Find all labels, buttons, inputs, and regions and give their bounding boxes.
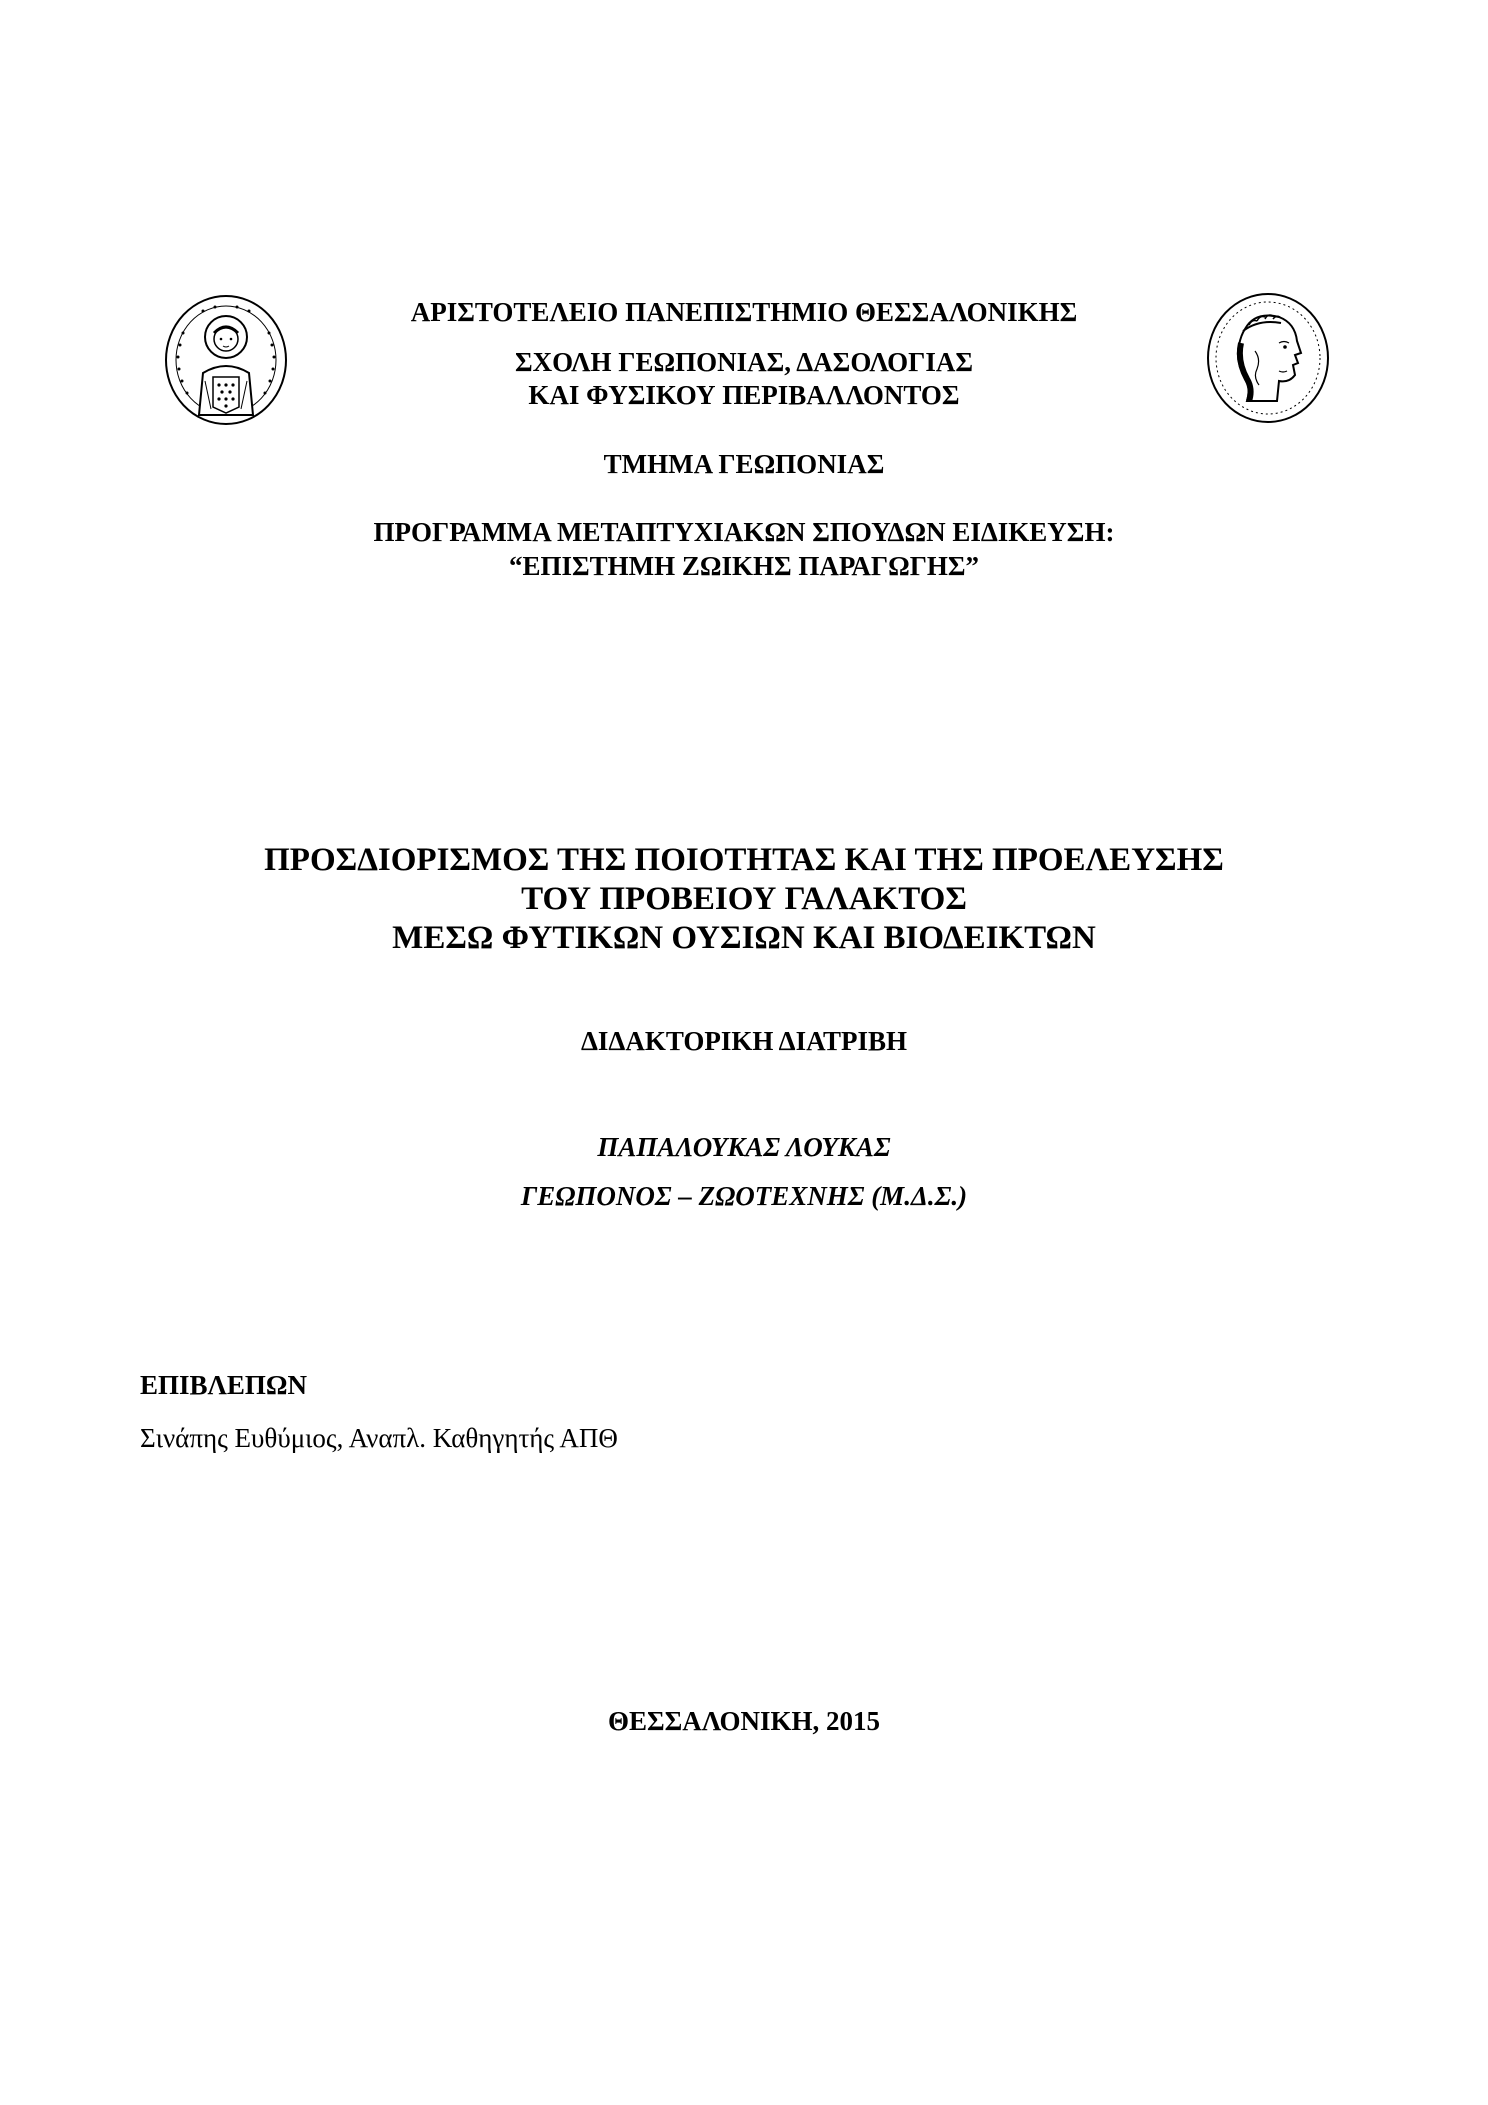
thesis-title-line1: ΠΡΟΣΔΙΟΡΙΣΜΟΣ ΤΗΣ ΠΟΙΟΤΗΤΑΣ ΚΑΙ ΤΗΣ ΠΡΟΕΛΕΥΣΗΣ xyxy=(264,842,1224,878)
thesis-title-line3: ΜΕΣΩ ΦΥΤΙΚΩΝ ΟΥΣΙΩΝ ΚΑΙ ΒΙΟΔΕΙΚΤΩΝ xyxy=(392,920,1096,956)
program-line1: ΠΡΟΓΡΑΜΜΑ ΜΕΤΑΠΤΥΧΙΑΚΩΝ ΣΠΟΥΔΩΝ ΕΙΔΙΚΕΥΣΗ: xyxy=(373,517,1115,547)
thesis-title-line2: ΤΟΥ ΠΡΟΒΕΙΟΥ ΓΑΛΑΚΤΟΣ xyxy=(521,881,967,917)
author-profession: ΓΕΩΠΟΝΟΣ – ΖΩΟΤΕΧΝΗΣ (Μ.Δ.Σ.) xyxy=(520,1181,968,1211)
university-name: ΑΡΙΣΤΟΤΕΛΕΙΟ ΠΑΝΕΠΙΣΤΗΜΙΟ ΘΕΣΣΑΛΟΝΙΚΗΣ xyxy=(410,297,1078,327)
document-type: ΔΙΔΑΚΤΟΡΙΚΗ ΔΙΑΤΡΙΒΗ xyxy=(581,1026,907,1056)
department-name: ΤΜΗΜΑ ΓΕΩΠΟΝΙΑΣ xyxy=(603,449,885,479)
school-name-line2: ΚΑΙ ΦΥΣΙΚΟΥ ΠΕΡΙΒΑΛΛΟΝΤΟΣ xyxy=(528,380,960,410)
place-and-date: ΘΕΣΣΑΛΟΝΙΚΗ, 2015 xyxy=(607,1706,881,1736)
supervisor-name: Σινάπης Ευθύμιος, Αναπλ. Καθηγητής ΑΠΘ xyxy=(140,1423,618,1453)
supervisor-label: ΕΠΙΒΛΕΠΩΝ xyxy=(140,1370,308,1400)
program-line2: “ΕΠΙΣΤΗΜΗ ΖΩΙΚΗΣ ΠΑΡΑΓΩΓΗΣ” xyxy=(508,551,980,581)
author-name: ΠΑΠΑΛΟΥΚΑΣ ΛΟΥΚΑΣ xyxy=(597,1132,891,1162)
school-name-line1: ΣΧΟΛΗ ΓΕΩΠΟΝΙΑΣ, ΔΑΣΟΛΟΓΙΑΣ xyxy=(515,347,973,377)
